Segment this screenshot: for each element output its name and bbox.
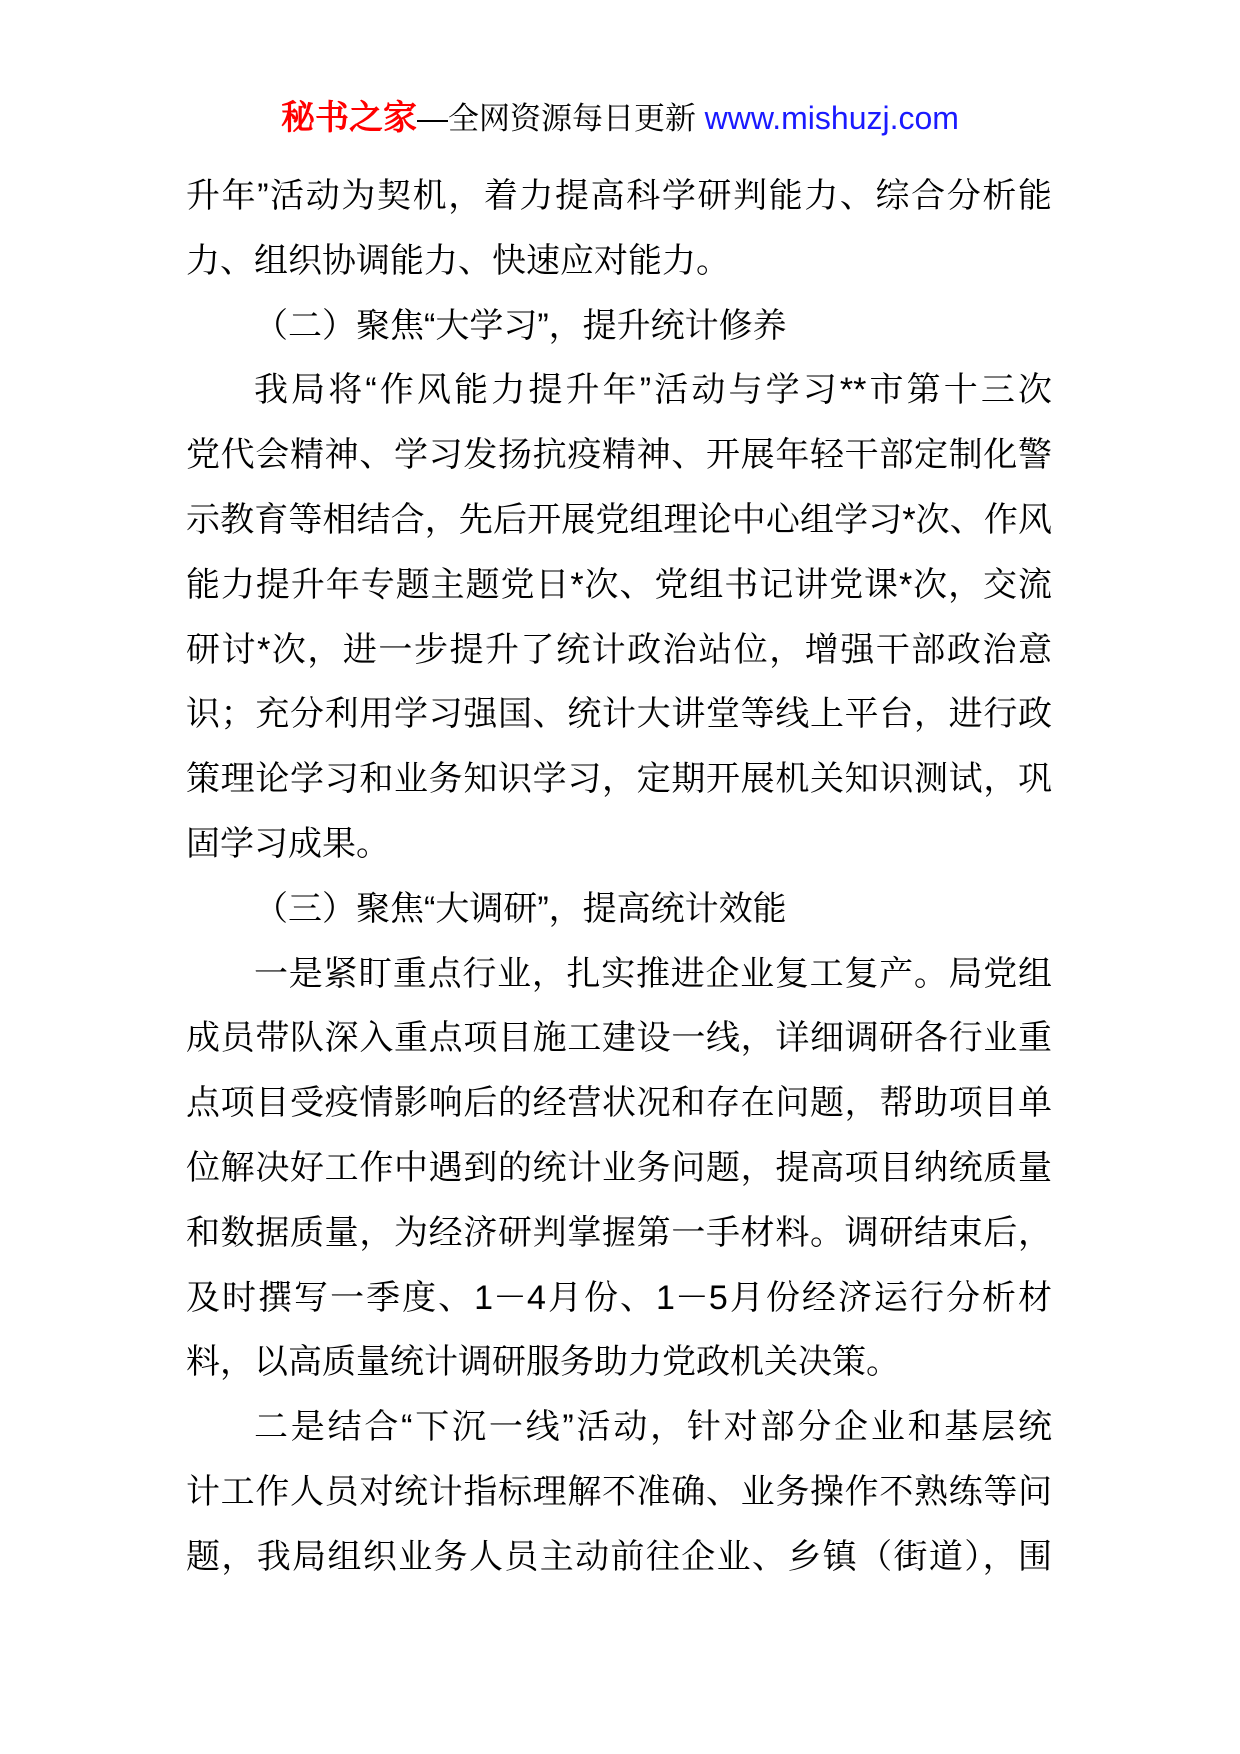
text-line: 位解决好工作中遇到的统计业务问题，提高项目纳统质量 [186,1148,1052,1187]
text-line: 题，我局组织业务人员主动前往企业、乡镇（街道），围 [186,1537,1052,1576]
text-line: 料，以高质量统计调研服务助力党政机关决策。 [186,1343,900,1382]
site-url-link[interactable]: www.mishuzj.com [704,100,959,136]
text-line: 点项目受疫情影响后的经营状况和存在问题，帮助项目单 [186,1084,1052,1123]
text-line: 二是结合“下沉一线”活动，针对部分企业和基层统 [254,1408,1052,1447]
text-line: 我局将“作风能力提升年”活动与学习**市第十三次 [254,371,1052,410]
text-line: 能力提升年专题主题党日*次、党组书记讲党课*次，交流 [186,565,1052,604]
text-line: 力、组织协调能力、快速应对能力。 [186,241,730,280]
text-line: 计工作人员对统计指标理解不准确、业务操作不熟练等问 [186,1472,1052,1511]
text-line: 识；充分利用学习强国、统计大讲堂等线上平台，进行政 [186,695,1052,734]
text-line: 及时撰写一季度、1－4月份、1－5月份经济运行分析材 [186,1278,1052,1317]
text-line: 和数据质量，为经济研判掌握第一手材料。调研结束后， [186,1213,1052,1252]
section-heading: （三）聚焦“大调研”，提高统计效能 [254,889,787,928]
text-line: 固学习成果。 [186,824,390,863]
text-line: 示教育等相结合，先后开展党组理论中心组学习*次、作风 [186,500,1052,539]
text-line: 一是紧盯重点行业，扎实推进企业复工复产。局党组 [254,954,1052,993]
section-heading: （二）聚焦“大学习”，提升统计修养 [254,306,787,345]
text-line: 党代会精神、学习发扬抗疫精神、开展年轻干部定制化警 [186,436,1052,475]
document-body [0,164,1240,1590]
text-line: 升年”活动为契机，着力提高科学研判能力、综合分析能 [186,177,1052,215]
text-line: 策理论学习和业务知识学习，定期开展机关知识测试，巩 [186,760,1052,799]
site-brand: 秘书之家 [281,99,418,137]
site-tagline: —全网资源每日更新 [417,101,705,136]
text-line: 研讨*次，进一步提升了统计政治站位，增强干部政治意 [186,630,1052,669]
site-header [0,0,1240,147]
text-line: 成员带队深入重点项目施工建设一线，详细调研各行业重 [186,1019,1052,1058]
